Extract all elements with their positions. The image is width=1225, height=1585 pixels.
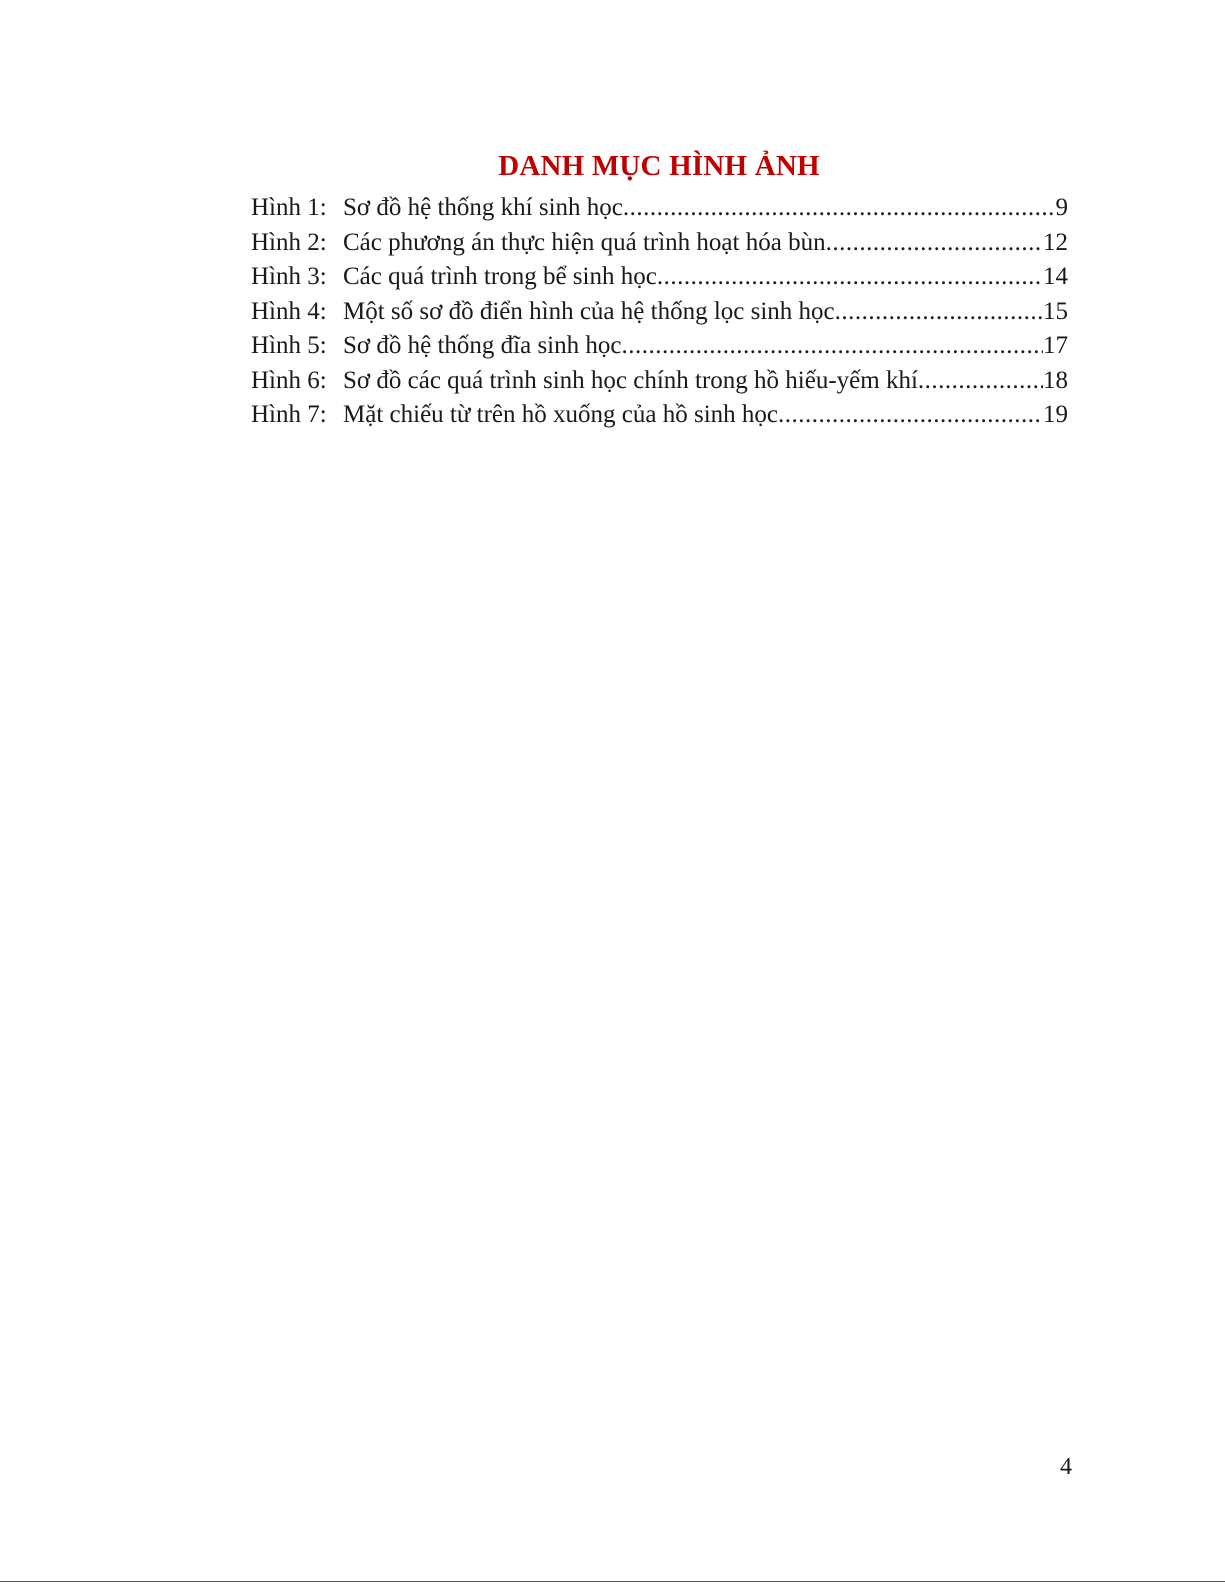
figure-label: Hình 3: [251,263,327,290]
figure-page-number: 18 [1043,366,1068,394]
figure-page-number: 15 [1043,297,1068,325]
figure-label: Hình 4: [251,297,327,325]
figure-list [251,191,1068,433]
figure-caption: Các phương án thực hiện quá trình hoạt hóa bùn [343,228,826,256]
dot-leader [623,191,1056,226]
figure-label: Hình 2: [251,228,327,256]
toc-entry[interactable] [251,364,1068,399]
figure-caption: Sơ đồ hệ thống đĩa sinh học [343,332,622,359]
page-title: DANH MỤC HÌNH ẢNH [498,150,820,182]
page-number: 4 [1060,1454,1072,1480]
figure-caption: Mặt chiếu từ trên hồ xuống của hồ sinh học [343,401,778,428]
toc-entry[interactable] [251,191,1068,226]
dot-leader [918,364,1043,399]
figure-label: Hình 6: [251,366,327,394]
figure-caption: Một số sơ đồ điển hình của hệ thống lọc sinh học [343,297,835,325]
dot-leader [778,398,1043,433]
figure-page-number: 9 [1055,194,1068,221]
dot-leader [621,329,1043,364]
figure-caption: Các quá trình trong bể sinh học [343,263,657,290]
toc-entry[interactable] [251,226,1068,261]
dot-leader [826,226,1043,261]
toc-entry[interactable] [251,329,1068,364]
figure-page-number: 12 [1043,228,1068,256]
figure-page-number: 17 [1043,332,1068,359]
toc-entry[interactable] [251,398,1068,433]
figure-label: Hình 5: [251,332,327,359]
toc-entry[interactable] [251,295,1068,330]
figure-caption: Sơ đồ hệ thống khí sinh học [343,194,623,221]
dot-leader [835,295,1043,330]
figure-caption: Sơ đồ các quá trình sinh học chính trong hồ hiếu-yếm khí [343,366,918,394]
dot-leader [657,260,1043,295]
footer-divider [0,1581,1225,1582]
figure-label: Hình 1: [251,194,327,221]
figure-page-number: 19 [1043,401,1068,428]
toc-entry[interactable] [251,260,1068,295]
figure-page-number: 14 [1043,263,1068,290]
figure-label: Hình 7: [251,401,327,428]
